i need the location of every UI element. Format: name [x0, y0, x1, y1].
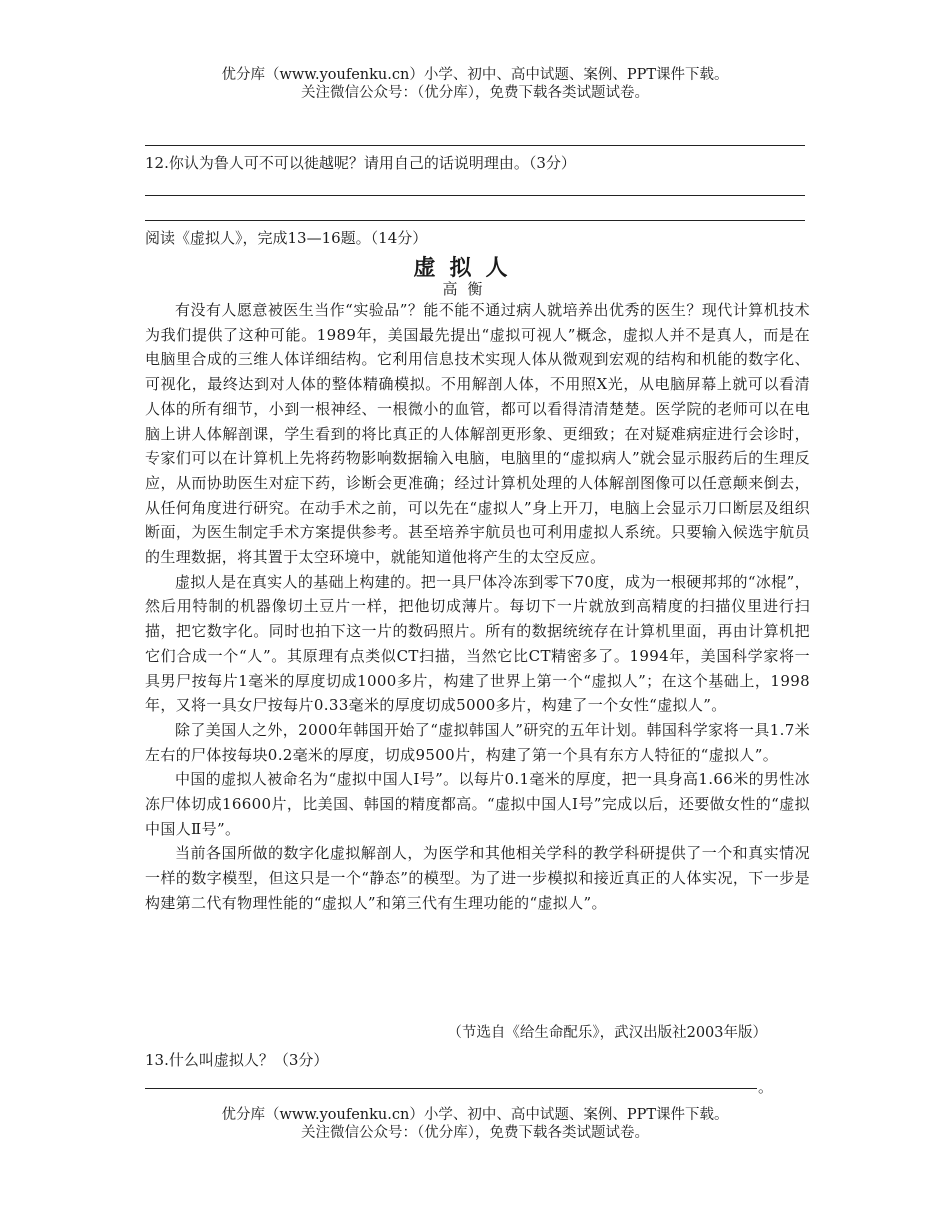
- article-body: [145, 298, 810, 916]
- page-header: [0, 66, 950, 102]
- footer-line-2: 关注微信公众号：（优分库），免费下载各类试题试卷。: [301, 1125, 649, 1141]
- question-13: 13.什么叫虚拟人？（3分）: [145, 1051, 329, 1069]
- article-paragraph-2: 虚拟人是在真实人的基础上构建的。把一具尸体冷冻到零下70度，成为一根硬邦邦的“冰棍”，然后用特制的机器像切土豆片一样，把他切成薄片。每切下一片就放到高精度的扫描仪里进行扫描，把它数字化。同时也拍下这一片的数码照片。所有的数据统统存在计算机里面，再由计算机把它们合成一个“人”。其原理有点类似CT扫描，当然它比CT精密多了。1994年，美国科学家将一具男尸按每片1毫米的厚度切成1000多片，构建了世界上第一个“虚拟人”；在这个基础上，1998年，又将一具女尸按每片0.33毫米的厚度切成5000多片，构建了一个女性“虚拟人”。: [145, 572, 810, 715]
- article-author: 高衡: [442, 280, 493, 298]
- article-paragraph-1: 有没有人愿意被医生当作“实验品”？能不能不通过病人就培养出优秀的医生？现代计算机技术为我们提供了这种可能。1989年，美国最先提出“虚拟可视人”概念，虚拟人并不是真人，而是在电脑里合成的三维人体详细结构。它利用信息技术实现人体从微观到宏观的结构和机能的数字化、可视化，最终达到对人体的整体精确模拟。不用解剖人体，不用照X光，从电脑屏幕上就可以看清人体的所有细节，小到一根神经、一根微小的血管，都可以看得清清楚楚。医学院的老师可以在电脑上讲人体解剖课，学生看到的将比真正的人体解剖更形象、更细致；在对疑难病症进行会诊时，专家们可以在计算机上先将药物影响数据输入电脑，电脑里的“虚拟病人”就会显示服药后的生理反应，从而协助医生对症下药，诊断会更准确；经过计算机处理的人体解剖图像可以任意颠来倒去，从任何角度进行研究。在动手术之前，可以先在“虚拟人”身上开刀，电脑上会显示刀口断层及组织断面，为医生制定手术方案提供参考。甚至培养宇航员也可利用虚拟人系统。只要输入候选宇航员的生理数据，将其置于太空环境中，就能知道他将产生的太空反应。: [145, 301, 810, 567]
- reading-intro: 阅读《虚拟人》，完成13—16题。（14分）: [145, 229, 428, 247]
- question-12: 12.你认为鲁人可不可以徙越呢？请用自己的话说明理由。（3分）: [145, 154, 576, 172]
- answer-rule-q12-2: [145, 220, 805, 221]
- answer-rule-top: [145, 145, 805, 146]
- footer-line-1: 优分库（www.youfenku.cn）小学、初中、高中试题、案例、PPT课件下载。: [221, 1107, 729, 1123]
- page-footer: [0, 1106, 950, 1142]
- header-line-2: 关注微信公众号：（优分库），免费下载各类试题试卷。: [301, 85, 649, 101]
- answer-rule-q12-1: [145, 195, 805, 196]
- article-paragraph-4: 中国的虚拟人被命名为“虚拟中国人Ⅰ号”。以每片0.1毫米的厚度，把一具身高1.66米的男性冰冻尸体切成16600片，比美国、韩国的精度都高。“虚拟中国人Ⅰ号”完成以后，还要做女性的“虚拟中国人Ⅱ号”。: [145, 770, 810, 838]
- article-paragraph-5: 当前各国所做的数字化虚拟解剖人，为医学和其他相关学科的教学科研提供了一个和真实情况一样的数字模型，但这只是一个“静态”的模型。为了进一步模拟和接近真正的人体实况，下一步是构建第二代有物理性能的“虚拟人”和第三代有生理功能的“虚拟人”。: [145, 844, 810, 912]
- answer-line-q13: [145, 1088, 757, 1089]
- header-line-1: 优分库（www.youfenku.cn）小学、初中、高中试题、案例、PPT课件下载。: [221, 67, 729, 83]
- answer-end-mark: 。: [758, 1078, 774, 1096]
- article-paragraph-3: 除了美国人之外，2000年韩国开始了“虚拟韩国人”研究的五年计划。韩国科学家将一具1.7米左右的尸体按每块0.2毫米的厚度，切成9500片，构建了第一个具有东方人特征的“虚拟人”。: [145, 720, 810, 764]
- article-title: 虚拟人: [413, 256, 522, 281]
- article-source: （节选自《给生命配乐》，武汉出版社2003年版）: [447, 1025, 767, 1041]
